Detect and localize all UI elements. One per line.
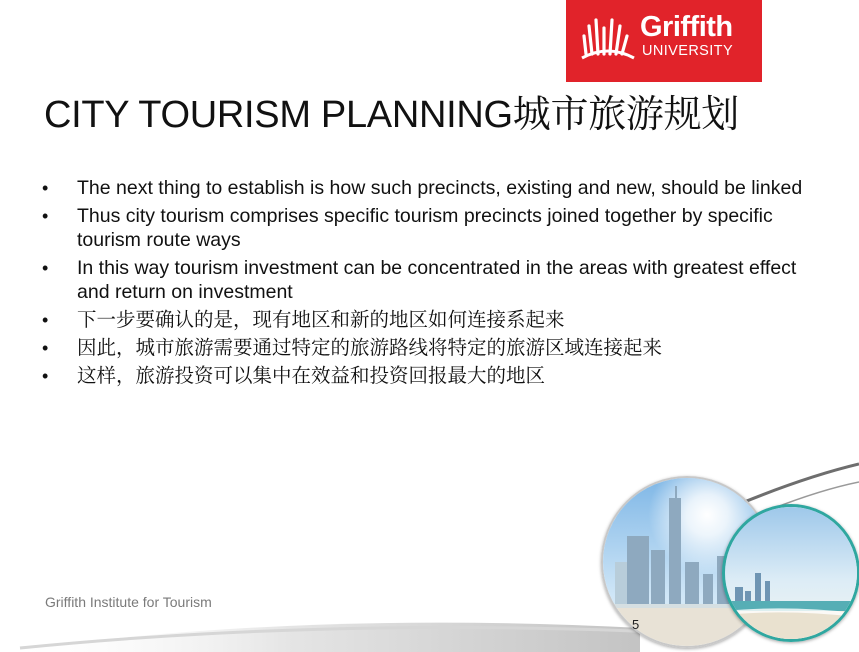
bullet-item: • In this way tourism investment can be concentrated in the areas with greatest effect and return on investment — [42, 256, 822, 304]
griffith-emblem-icon — [580, 14, 636, 64]
beach-photo — [722, 504, 859, 642]
logo-subtitle: UNIVERSITY — [642, 43, 734, 59]
page-number: 5 — [632, 617, 640, 632]
bullet-item: • 这样，旅游投资可以集中在效益和投资回报最大的地区 — [42, 364, 822, 388]
footer-institute: Griffith Institute for Tourism — [45, 594, 212, 610]
bullet-item: • Thus city tourism comprises specific tourism precincts joined together by specific tourism route ways — [42, 204, 822, 252]
bullet-list — [42, 176, 822, 392]
slide-title: CITY TOURISM PLANNING城市旅游规划 — [44, 94, 739, 136]
bullet-item: • 因此，城市旅游需要通过特定的旅游路线将特定的旅游区域连接起来 — [42, 336, 822, 360]
bullet-item: • The next thing to establish is how such precincts, existing and new, should be linked — [42, 176, 822, 200]
university-logo — [566, 0, 762, 82]
bullet-item: • 下一步要确认的是，现有地区和新的地区如何连接系起来 — [42, 308, 822, 332]
logo-wordmark: Griffith — [640, 11, 733, 43]
